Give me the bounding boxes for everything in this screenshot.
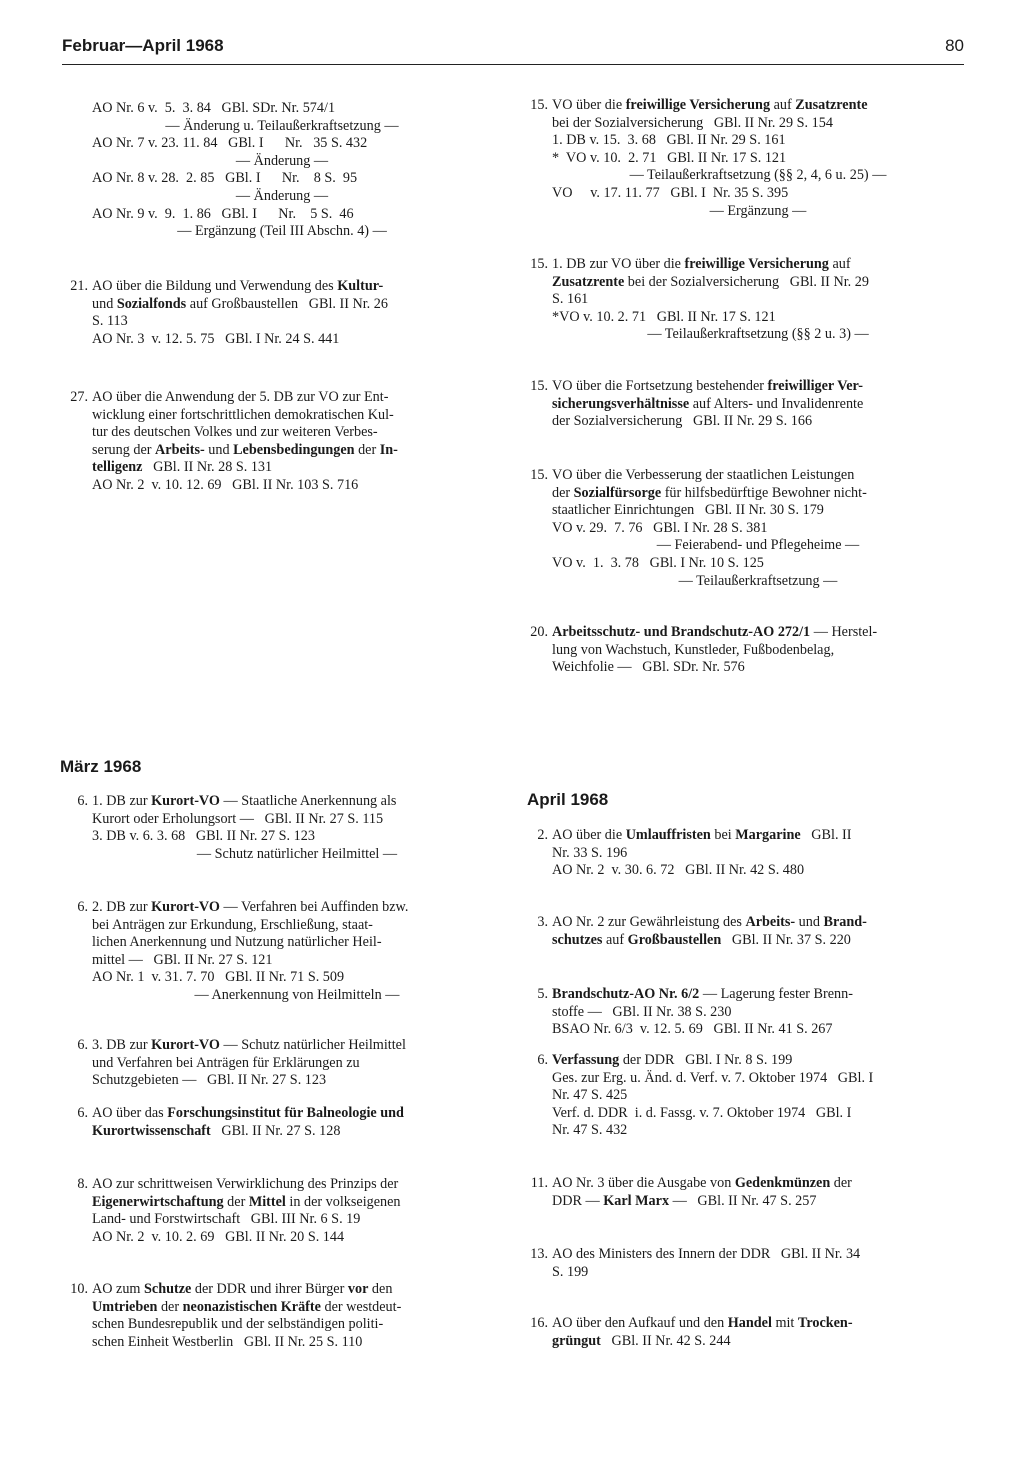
entry-text: 3. DB zur Kurort-VO — Schutz natürlicher Heilmittel und Verfahren bei Anträgen für Erklärungen zu Schutzgebieten — GBl. II Nr. 27 S. 123 (92, 1037, 406, 1089)
entry-text: VO über die Verbesserung der staatlichen Leistungen der Sozialfürsorge für hilfsbedürftige Bewohner nicht- staatlicher Einrichtungen GBl. II Nr. 30 S. 179 VO v. 29. 7. 76 GBl. I Nr. 28 S. 381 — Feierabend- und Pflegeheime — VO v. 1. 3. 78 GBl. I Nr. 10 S. 125 — Teilaußerkraftsetzung — (552, 467, 867, 589)
entry-text: AO des Ministers des Innern der DDR GBl. II Nr. 34 S. 199 (552, 1246, 861, 1280)
page-number: 80 (945, 36, 964, 55)
amendment-line: AO Nr. 9 v. 9. 1. 86 GBl. I Nr. 5 S. 46 (92, 205, 354, 222)
entry-date-number: 3. (537, 914, 548, 930)
entry-date-number: 6. (77, 1105, 88, 1121)
entry-date-number: 15. (530, 97, 548, 113)
page-header (62, 36, 964, 65)
entry-date-number: 15. (530, 256, 548, 272)
amendment-line: — Ergänzung (Teil III Abschn. 4) — (177, 223, 387, 240)
list-item (522, 1175, 964, 1210)
list-item (62, 1176, 502, 1246)
list-item (522, 1315, 964, 1350)
entry-date-number: 11. (530, 1175, 548, 1191)
list-item (522, 624, 964, 677)
entry-date-number: 2. (537, 827, 548, 843)
list-item (62, 1037, 502, 1090)
list-item (522, 97, 964, 220)
running-title: Februar—April 1968 (62, 36, 224, 55)
entry-date-number: 13. (530, 1246, 548, 1262)
amendment-line: AO Nr. 7 v. 23. 11. 84 GBl. I Nr. 35 S. 432 (92, 135, 368, 152)
list-item (522, 827, 964, 880)
entry-text: AO über die Bildung und Verwendung des Kultur- und Sozialfonds auf Großbaustellen GBl. II Nr. 26 S. 113 AO Nr. 3 v. 12. 5. 75 GBl. I Nr. 24 S. 441 (92, 278, 388, 347)
list-item (522, 1052, 964, 1140)
entry-date-number: 6. (537, 1052, 548, 1068)
entry-text: Brandschutz-AO Nr. 6/2 — Lagerung fester Brenn- stoffe — GBl. II Nr. 38 S. 230 BSAO Nr. 6/3 v. 12. 5. 69 GBl. II Nr. 41 S. 267 (552, 986, 853, 1038)
entry-text: AO Nr. 3 über die Ausgabe von Gedenkmünzen der DDR — Karl Marx — GBl. II Nr. 47 S. 257 (552, 1175, 852, 1209)
entry-text: 1. DB zur Kurort-VO — Staatliche Anerkennung als Kurort oder Erholungsort — GBl. II Nr. 27 S. 115 3. DB v. 6. 3. 68 GBl. II Nr. 27 S. 123 — Schutz natürlicher Heilmittel — (92, 793, 398, 862)
list-item (62, 793, 502, 863)
entry-date-number: 20. (530, 624, 548, 640)
entry-date-number: 10. (70, 1281, 88, 1297)
list-item (522, 378, 964, 431)
list-item (522, 256, 964, 344)
entry-text: 1. DB zur VO über die freiwillige Versicherung auf Zusatzrente bei der Sozialversicherung GBl. II Nr. 29 S. 161 *VO v. 10. 2. 71 GBl. II Nr. 17 S. 121 — Teilaußerkraftsetzung (§§ 2 u. 3) — (552, 256, 869, 343)
entry-text: 2. DB zur Kurort-VO — Verfahren bei Auffinden bzw. bei Anträgen zur Erkundung, Erschließung, staat- lichen Anerkennung und Nutzung natürlicher Heil- mittel — GBl. II Nr. 27 S. 121 AO Nr. 1 v. 31. 7. 70 GBl. II Nr. 71 S. 509 — Anerkennung von Heilmitteln — (92, 899, 409, 1003)
entry-text: AO über die Umlauffristen bei Margarine GBl. II Nr. 33 S. 196 AO Nr. 2 v. 30. 6. 72 GBl. II Nr. 42 S. 480 (552, 827, 852, 879)
list-item (62, 1105, 502, 1140)
entry-text: AO Nr. 2 zur Gewährleistung des Arbeits- und Brand- schutzes auf Großbaustellen GBl. II Nr. 37 S. 220 (552, 914, 867, 948)
entry-text: VO über die Fortsetzung bestehender freiwilliger Ver- sicherungsverhältnisse auf Alters- und Invalidenrente der Sozialversicherung GBl. II Nr. 29 S. 166 (552, 378, 864, 430)
entry-text: AO über den Aufkauf und den Handel mit Trocken- grüngut GBl. II Nr. 42 S. 244 (552, 1315, 853, 1349)
entry-text: AO zur schrittweisen Verwirklichung des Prinzips der Eigenerwirtschaftung der Mittel in der volkseigenen Land- und Forstwirtschaft GBl. III Nr. 6 S. 19 AO Nr. 2 v. 10. 2. 69 GBl. II Nr. 20 S. 144 (92, 1176, 401, 1245)
entry-date-number: 15. (530, 467, 548, 483)
entry-date-number: 8. (77, 1176, 88, 1192)
entry-date-number: 27. (70, 389, 88, 405)
entry-text: AO zum Schutze der DDR und ihrer Bürger vor den Umtrieben der neonazistischen Kräfte der westdeut- schen Bundesrepublik und der selbständigen politi- schen Einheit Westberlin GBl. II Nr. 25 S. 110 (92, 1281, 402, 1350)
section-title-april: April 1968 (527, 790, 609, 809)
list-item (62, 1281, 502, 1351)
entry-text: AO über das Forschungsinstitut für Balneologie und Kurortwissenschaft GBl. II Nr. 27 S. 128 (92, 1105, 404, 1139)
entry-text: Verfassung der DDR GBl. I Nr. 8 S. 199 Ges. zur Erg. u. Änd. d. Verf. v. 7. Oktober 1974 GBl. I Nr. 47 S. 425 Verf. d. DDR i. d. Fassg. v. 7. Oktober 1974 GBl. I Nr. 47 S. 432 (552, 1052, 874, 1139)
list-item (62, 278, 502, 348)
list-item (522, 1246, 964, 1281)
continuation-block (62, 100, 502, 241)
section-title-maerz: März 1968 (60, 757, 142, 776)
entry-date-number: 6. (77, 899, 88, 915)
list-item (62, 899, 502, 1005)
entry-date-number: 6. (77, 793, 88, 809)
entry-date-number: 15. (530, 378, 548, 394)
amendment-line: AO Nr. 6 v. 5. 3. 84 GBl. SDr. Nr. 574/1 (92, 100, 336, 116)
entry-date-number: 16. (530, 1315, 548, 1331)
entry-text: Arbeitsschutz- und Brandschutz-AO 272/1 — Herstel- lung von Wachstuch, Kunstleder, Fußbodenbelag, Weichfolie — GBl. SDr. Nr. 576 (552, 624, 878, 676)
amendment-line: — Änderung u. Teilaußerkraftsetzung — (165, 117, 399, 134)
amendment-line: — Änderung — (235, 152, 329, 169)
entry-date-number: 21. (70, 278, 88, 294)
entry-text: VO über die freiwillige Versicherung auf Zusatzrente bei der Sozialversicherung GBl. II Nr. 29 S. 154 1. DB v. 15. 3. 68 GBl. II Nr. 29 S. 161 * VO v. 10. 2. 71 GBl. II Nr. 17 S. 121 — Teilaußerkraftsetzung (§§ 2, 4, 6 u. 25) — VO v. 17. 11. 77 GBl. I Nr. 35 S. 395 — Ergänzung — (552, 97, 887, 219)
entry-text: AO über die Anwendung der 5. DB zur VO zur Ent- wicklung einer fortschrittlichen demokratischen Kul- tur des deutschen Volkes und zur weiteren Verbes- serung der Arbeits- und Lebensbedingungen der In- telligenz GBl. II Nr. 28 S. 131 AO Nr. 2 v. 10. 12. 69 GBl. II Nr. 103 S. 716 (92, 389, 398, 493)
entry-date-number: 5. (537, 986, 548, 1002)
list-item (522, 467, 964, 590)
list-item (522, 914, 964, 949)
amendment-line: AO Nr. 8 v. 28. 2. 85 GBl. I Nr. 8 S. 95 (92, 170, 358, 187)
list-item (62, 389, 502, 495)
entry-date-number: 6. (77, 1037, 88, 1053)
list-item (522, 986, 964, 1039)
amendment-line: — Änderung — (235, 187, 329, 204)
